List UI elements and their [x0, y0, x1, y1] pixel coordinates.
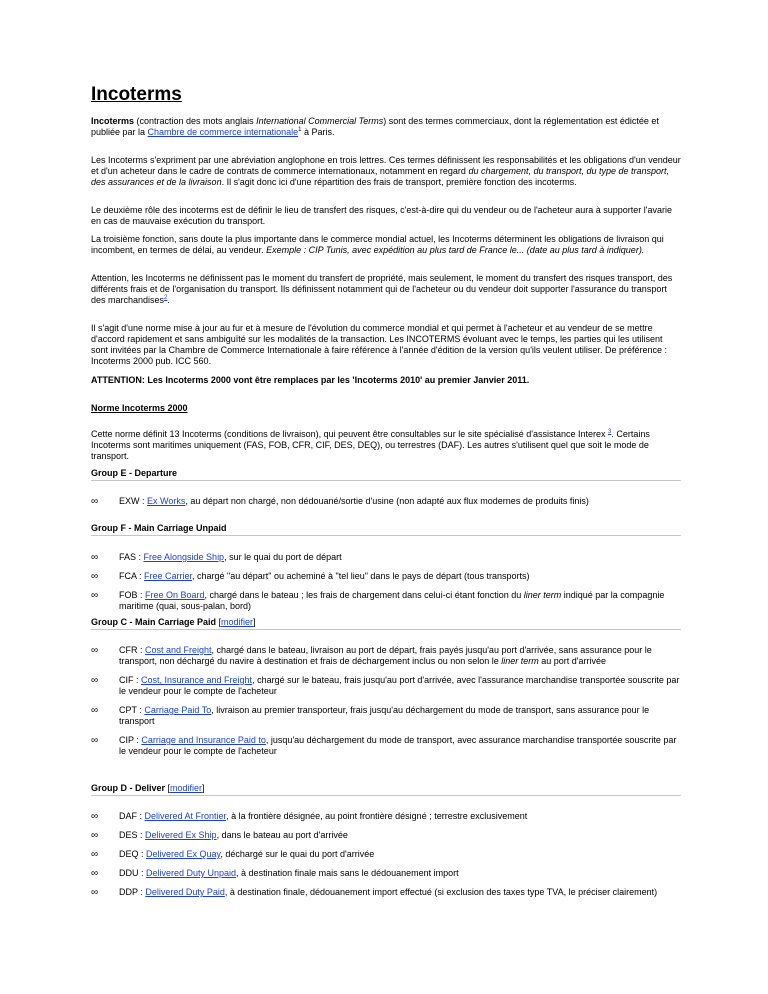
intro-paragraph-2 — [91, 155, 681, 188]
page-title: Incoterms — [91, 84, 182, 105]
incoterm-code: DES : — [119, 830, 146, 840]
group-c-list — [91, 645, 681, 757]
incoterm-code: CIP : — [119, 735, 142, 745]
text-italic: liner term — [523, 590, 562, 600]
item-text: , au départ non chargé, non dédouané/sortie d'usine (non adapté aux flux modernes de produits finis) — [185, 496, 589, 506]
list-item-cfr — [91, 645, 681, 667]
incoterm-code: FOB : — [119, 590, 146, 600]
link-delivered-duty-paid[interactable]: Delivered Duty Paid — [145, 887, 225, 897]
item-text: , à destination finale, dédouanement import effectué (si exclusion des taxes type TVA, le préciser clairement) — [224, 887, 658, 897]
incoterm-code: CIF : — [119, 675, 141, 685]
item-text: , chargé sur le bateau, frais jusqu'au port d'arrivée, avec l'assurance marchandise transportée souscrite par le vendeur pour le compte de l'acheteur — [119, 675, 680, 696]
text-run: La troisième fonction, sans doute la plus importante dans le commerce mondial actuel, les Incoterms déterminent les obligations de livraison qui incombent, en termes de délai, au vendeur. — [91, 234, 664, 255]
group-f-heading: Group F - Main Carriage Unpaid — [91, 523, 227, 533]
intro-paragraph-5 — [91, 273, 681, 306]
list-item-daf — [91, 811, 681, 822]
group-e-list — [91, 496, 681, 507]
modifier-link-d[interactable]: modifier — [170, 783, 203, 793]
item-text: , jusqu'au déchargement du mode de transport, avec assurance marchandise transportée souscrite par le vendeur pour le compte de l'acheteur — [119, 735, 677, 756]
item-text: , déchargé sur le quai du port d'arrivée — [220, 849, 375, 859]
link-carriage-insurance-paid-to[interactable]: Carriage and Insurance Paid to — [141, 735, 266, 745]
bullet-icon: ∞ — [91, 552, 99, 563]
footnote-ref-1: 1 — [298, 127, 302, 133]
incoterm-code: DEQ : — [119, 849, 147, 859]
text-italic: International Commercial Terms — [256, 116, 384, 126]
bullet-icon: ∞ — [91, 571, 99, 582]
item-text: au port d'arrivée — [538, 656, 607, 666]
bullet-icon: ∞ — [91, 590, 99, 601]
item-text: , sur le quai du port de départ — [224, 552, 342, 562]
text-run: Les Incoterms s'expriment par une abréviation anglophone en trois lettres. Ces termes définissent les responsabilités et les obligations d'un vendeur et d'un acheteur dans le cadre de contrats de commerce internationaux, notamment en regard — [91, 155, 681, 176]
bullet-icon: ∞ — [91, 887, 99, 898]
group-d-list — [91, 811, 681, 898]
item-text: , chargé "au départ" ou acheminé à "tel lieu" dans le pays de départ (tous transports) — [192, 571, 530, 581]
item-text: indiqué par la compagnie maritime (quai, sous-palan, bord) — [119, 590, 665, 611]
heading-text: Group C - Main Carriage Paid — [91, 617, 219, 627]
incoterm-code: FCA : — [119, 571, 145, 581]
text-run: . — [167, 295, 170, 305]
bullet-icon: ∞ — [91, 675, 99, 686]
list-item-des — [91, 830, 681, 841]
text-run: ) sont des termes commerciaux, dont la réglementation est édictée et publiée par la — [91, 116, 659, 137]
text-italic: liner term — [501, 656, 539, 666]
link-delivered-duty-unpaid[interactable]: Delivered Duty Unpaid — [146, 868, 237, 878]
bullet-icon: ∞ — [91, 735, 99, 746]
list-item-fas — [91, 552, 681, 563]
list-item-fca — [91, 571, 681, 582]
group-c-heading — [91, 617, 681, 628]
incoterm-code: CFR : — [119, 645, 145, 655]
link-delivered-ex-quay[interactable]: Delivered Ex Quay — [146, 849, 221, 859]
list-item-cif — [91, 675, 681, 697]
link-ex-works[interactable]: Ex Works — [147, 496, 186, 506]
list-item-exw — [91, 496, 681, 507]
bullet-icon: ∞ — [91, 830, 99, 841]
link-delivered-ex-ship[interactable]: Delivered Ex Ship — [145, 830, 217, 840]
item-text: , chargé dans le bateau, livraison au port de départ, frais payés jusqu'au port d'arrivée, sans assurance pour le transport, non déchargé du navire à destination et frais de déchargement inclus ou non selon le — [119, 645, 652, 666]
norme-heading: Norme Incoterms 2000 — [91, 403, 188, 413]
list-item-deq — [91, 849, 681, 860]
incoterm-code: DDU : — [119, 868, 146, 878]
footnote-link-3[interactable]: 3 — [607, 429, 612, 435]
link-cost-and-freight[interactable]: Cost and Freight — [145, 645, 212, 655]
text-run: . Il s'agit donc ici d'une répartition des frais de transport, première fonction des incoterms. — [221, 177, 577, 187]
intro-paragraph-1 — [91, 116, 681, 138]
modifier-bracket: [modifier] — [167, 783, 205, 793]
list-item-cip — [91, 735, 681, 757]
incoterms-bold: Incoterms — [91, 116, 135, 126]
text-run: (contraction des mots anglais — [134, 116, 257, 126]
footnote-link-2[interactable]: 2 — [164, 295, 168, 301]
divider — [91, 535, 681, 536]
text-italic: Exemple : CIP Tunis, avec expédition au plus tard de France le... (date au plus tard à indiquer). — [266, 245, 645, 255]
text-run: Attention, les Incoterms ne définissent pas le moment du transfert de propriété, mais seulement, le moment du transfert des risques transport, des différents frais et de l'organisation du transport. Ils définissent notamment qui de l'acheteur ou du vendeur doit supporter l'assurance du transport des marchandises — [91, 273, 673, 305]
list-item-ddp — [91, 887, 681, 898]
bullet-icon: ∞ — [91, 868, 99, 879]
text-run: Cette norme définit 13 Incoterms (conditions de livraison), qui peuvent être consultables sur le site spécialisé d'assistance Interex — [91, 429, 608, 439]
bullet-icon: ∞ — [91, 645, 99, 656]
link-delivered-at-frontier[interactable]: Delivered At Frontier — [144, 811, 227, 821]
intro-paragraph-4 — [91, 234, 681, 256]
link-chambre-commerce[interactable]: Chambre de commerce internationale — [147, 127, 299, 137]
list-item-cpt — [91, 705, 681, 727]
incoterm-code: DAF : — [119, 811, 145, 821]
text-run: à Paris. — [301, 127, 335, 137]
list-item-fob — [91, 590, 681, 612]
modifier-bracket: [modifier] — [218, 617, 256, 627]
incoterm-code: CPT : — [119, 705, 145, 715]
link-cost-insurance-freight[interactable]: Cost, Insurance and Freight — [141, 675, 253, 685]
attention-notice: ATTENTION: Les Incoterms 2000 vont être remplaces par les 'Incoterms 2010' au premier Janvier 2011. — [91, 375, 530, 385]
modifier-link-c[interactable]: modifier — [221, 617, 254, 627]
item-text: , dans le bateau au port d'arrivée — [216, 830, 348, 840]
group-d-heading — [91, 783, 681, 794]
link-free-alongside-ship[interactable]: Free Alongside Ship — [143, 552, 225, 562]
item-text: , livraison au premier transporteur, frais jusqu'au déchargement du mode de transport, sans assurance pour le transport — [119, 705, 650, 726]
item-text: , à la frontière désignée, au point frontière désigné ; terrestre exclusivement — [226, 811, 528, 821]
bullet-icon: ∞ — [91, 496, 99, 507]
divider — [91, 629, 681, 630]
norme-paragraph — [91, 429, 681, 462]
group-e-heading: Group E - Departure — [91, 468, 178, 478]
text-run: . Certains Incoterms sont maritimes uniquement (FAS, FOB, CFR, CIF, DES, DEQ), ou terrestres (DAF). Les autres s'utilisent quel que soit le mode de transport. — [91, 429, 650, 461]
list-item-ddu — [91, 868, 681, 879]
bullet-icon: ∞ — [91, 705, 99, 716]
incoterm-code: FAS : — [119, 552, 144, 562]
intro-paragraph-6: Il s'agit d'une norme mise à jour au fur et à mesure de l'évolution du commerce mondial et qui permet à l'acheteur et au vendeur de se mettre d'accord rapidement et sans ambiguïté sur les modalités de la transaction. Les INCOTERMS évoluant avec le temps, les parties qui les utilisent sont invitées par la Chambre de Commerce Internationale à faire référence à l'année d'édition de la version qu'ils veulent utiliser. De préférence : Incoterms 2000 pub. ICC 560. — [91, 323, 667, 366]
link-free-carrier[interactable]: Free Carrier — [144, 571, 193, 581]
item-text: , chargé dans le bateau ; les frais de chargement dans celui-ci étant fonction du — [204, 590, 524, 600]
heading-text: Group D - Deliver — [91, 783, 168, 793]
bullet-icon: ∞ — [91, 811, 99, 822]
link-free-on-board[interactable]: Free On Board — [145, 590, 205, 600]
incoterm-code: EXW : — [119, 496, 148, 506]
incoterm-code: DDP : — [119, 887, 146, 897]
intro-paragraph-3: Le deuxième rôle des incoterms est de définir le lieu de transfert des risques, c'est-à-dire qui du vendeur ou de l'acheteur aura à supporter l'avarie en cas de mauvaise exécution du transport. — [91, 205, 672, 226]
divider — [91, 795, 681, 796]
item-text: , à destination finale mais sans le dédouanement import — [236, 868, 459, 878]
text-italic: du chargement, du transport, du type de transport, des assurances et de la livraison — [91, 166, 670, 187]
link-carriage-paid-to[interactable]: Carriage Paid To — [144, 705, 212, 715]
group-f-list — [91, 552, 681, 612]
divider — [91, 480, 681, 481]
bullet-icon: ∞ — [91, 849, 99, 860]
